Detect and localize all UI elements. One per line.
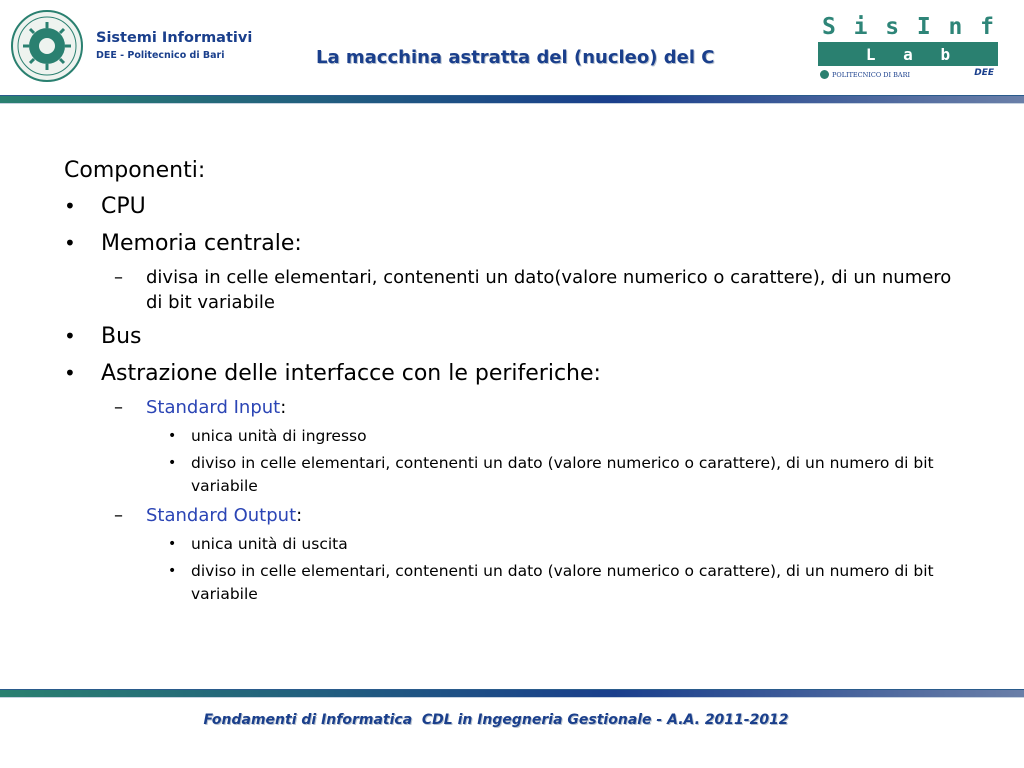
org-subtitle: DEE - Politecnico di Bari — [96, 50, 225, 61]
logo-letter: S — [822, 14, 836, 40]
logo-letter: i — [853, 14, 868, 40]
sub-list-item — [64, 392, 964, 423]
sub-sub-list-item — [64, 423, 964, 450]
standard-output-label: Standard Output — [146, 505, 297, 526]
logo-institution-text: POLITECNICO DI BARI — [832, 70, 911, 79]
dash-icon: – — [114, 505, 123, 526]
bullet-icon: • — [168, 536, 177, 552]
dash-icon: – — [114, 267, 123, 288]
list-item — [64, 355, 964, 392]
sub-list-item — [64, 500, 964, 531]
logo-band-letter: a — [903, 44, 913, 64]
standard-input-label: Standard Input — [146, 397, 281, 418]
logo-wordmark — [816, 12, 1000, 42]
dash-icon: – — [114, 397, 123, 418]
footer-divider — [0, 689, 1024, 698]
item-text: Bus — [101, 324, 142, 349]
label-colon: : — [296, 505, 303, 526]
bullet-icon: • — [168, 563, 177, 579]
logo-letter: f — [980, 14, 994, 40]
logo-letter: s — [885, 14, 900, 40]
sub-sub-list-item — [64, 558, 964, 608]
logo-band-letter: b — [940, 44, 951, 64]
logo-letter: n — [948, 14, 963, 40]
item-text: diviso in celle elementari, contenenti un dato (valore numerico o carattere), di un numero di bit variabile — [191, 562, 934, 603]
bullet-icon: • — [64, 231, 76, 255]
header-divider — [0, 95, 1024, 104]
bullet-icon: • — [64, 194, 76, 218]
logo-institution — [820, 70, 910, 79]
item-text: diviso in celle elementari, contenenti un dato (valore numerico o carattere), di un numero di bit variabile — [191, 454, 934, 495]
logo-letter: I — [916, 14, 931, 40]
list-item — [64, 318, 964, 355]
bullet-icon: • — [64, 324, 76, 348]
bullet-icon: • — [168, 428, 177, 444]
politecnico-seal-icon — [10, 9, 84, 83]
item-text: CPU — [101, 194, 146, 219]
logo-lab-band — [818, 42, 998, 66]
list-item — [64, 188, 964, 225]
slide-body — [64, 154, 964, 608]
sub-sub-list-item — [64, 450, 964, 500]
logo-dept: DEE — [974, 68, 994, 78]
item-text: Memoria centrale: — [101, 231, 302, 256]
footer-course: Fondamenti di Informatica CDL in Ingegneria Gestionale - A.A. 2011-2012 — [203, 712, 789, 728]
label-colon: : — [280, 397, 287, 418]
bullet-icon: • — [168, 455, 177, 471]
sisinf-lab-logo — [816, 12, 1000, 86]
sub-list-item — [64, 262, 964, 318]
item-text: divisa in celle elementari, contenenti un dato(valore numerico o carattere), di un numero di bit variabile — [146, 267, 952, 313]
logo-band-letter: L — [865, 44, 876, 64]
item-text: unica unità di uscita — [191, 535, 348, 553]
list-item — [64, 225, 964, 262]
slide-title: La macchina astratta del (nucleo) del C — [316, 47, 715, 68]
sub-sub-list-item — [64, 531, 964, 558]
bullet-icon: • — [64, 361, 76, 385]
item-text: unica unità di ingresso — [191, 427, 367, 445]
item-text: Astrazione delle interfacce con le periferiche: — [101, 361, 601, 386]
components-heading: Componenti: — [64, 158, 206, 183]
org-title: Sistemi Informativi — [96, 30, 253, 46]
politecnico-mark-icon — [820, 70, 829, 79]
